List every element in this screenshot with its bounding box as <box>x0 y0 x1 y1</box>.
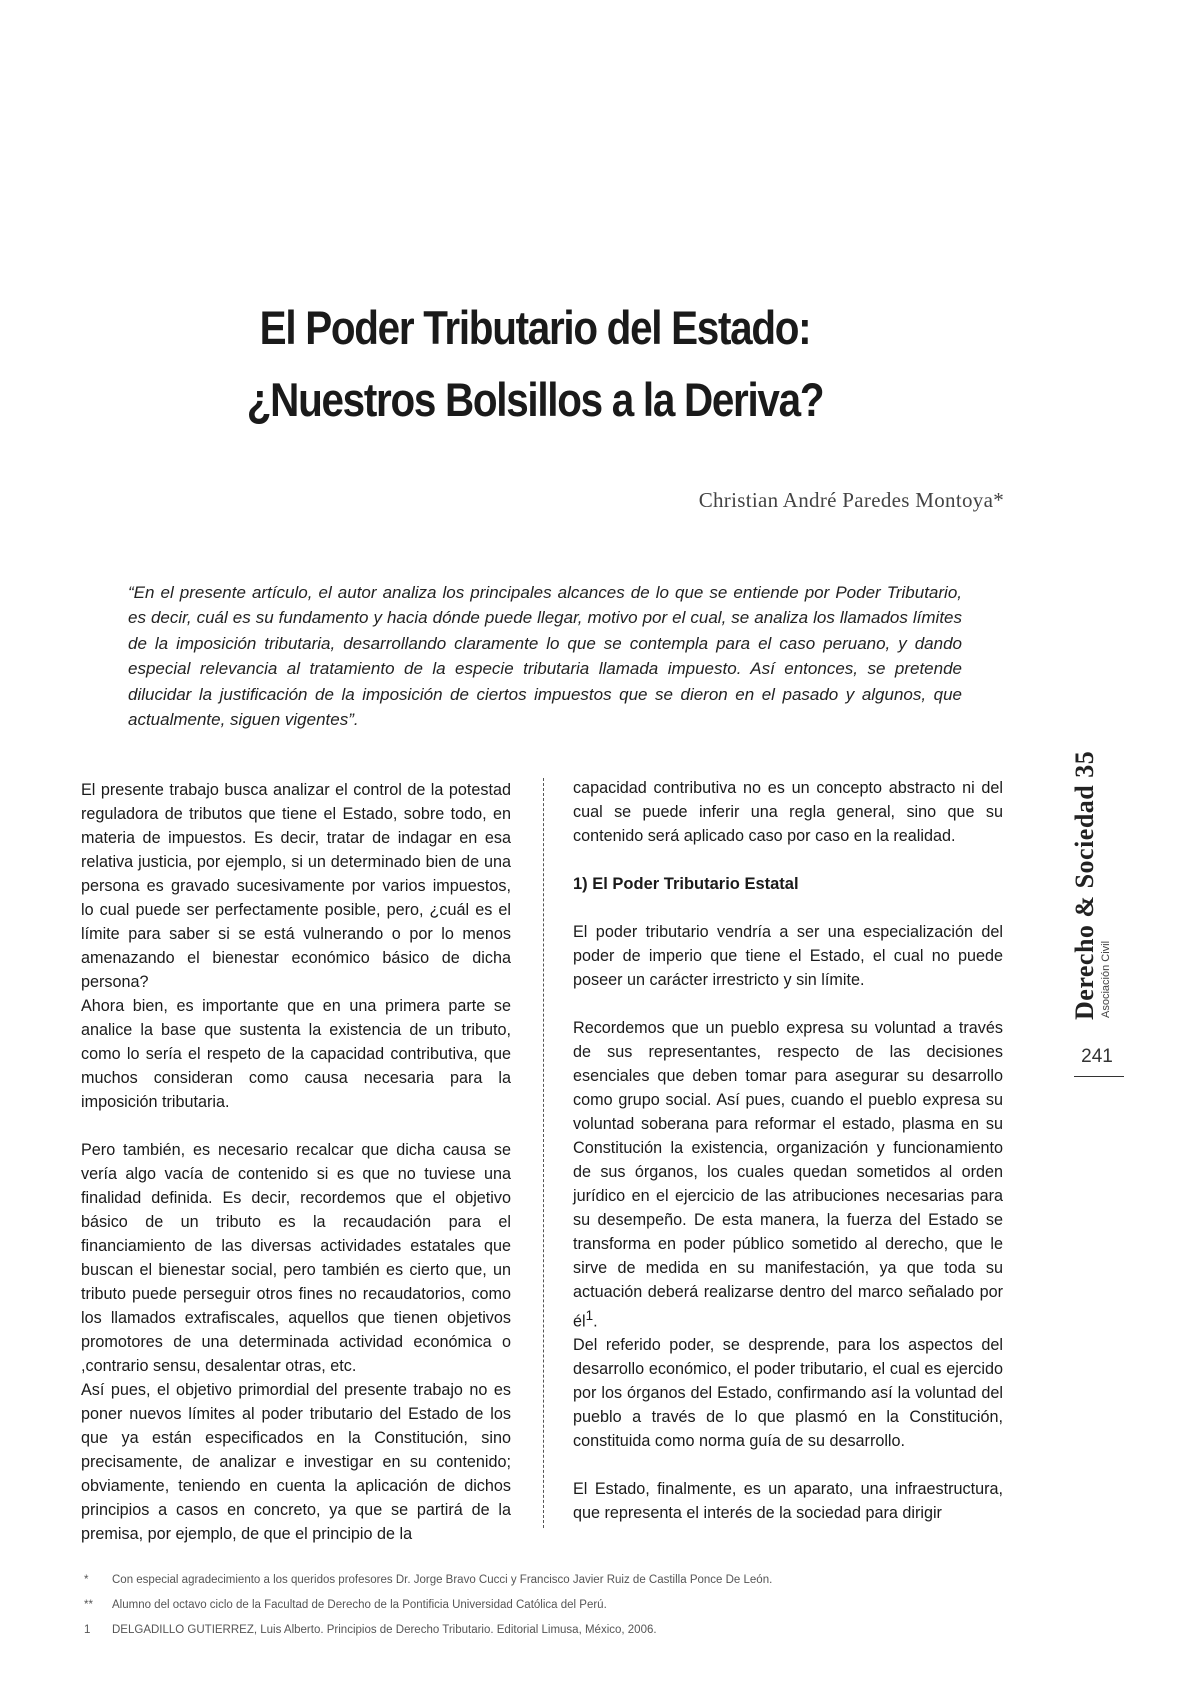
footnote-text: DELGADILLO GUTIERREZ, Luis Alberto. Principios de Derecho Tributario. Editorial Limusa, México, 2006. <box>112 1624 657 1636</box>
footnote <box>84 1568 1044 1593</box>
footnote-mark: * <box>84 1574 89 1586</box>
footnotes <box>84 1568 1044 1643</box>
paragraph-text: Recordemos que un pueblo expresa su voluntad a través de sus representantes, respecto de las decisiones esenciales que deben tomar para asegurar su desarrollo como grupo social. Así pues, cuando el pueblo expresa su voluntad soberana para reformar el estado, plasma en su Constitución la existencia, organización y funcionamiento de sus órganos, los cuales quedan sometidos al orden jurídico en el ejercicio de las atribuciones necesarias para su desempeño. De esta manera, la fuerza del Estado se transforma en poder público sometido al derecho, que le sirve de medida en su manifestación, ya que toda su actuación deberá realizarse dentro del marco señalado por él <box>573 1019 1003 1331</box>
footnote-mark: 1 <box>84 1624 91 1636</box>
journal-association: Asociación Civil <box>1100 940 1112 1018</box>
author-name: Christian André Paredes Montoya* <box>698 488 1004 512</box>
column-divider <box>543 778 544 1528</box>
left-column <box>81 778 511 1546</box>
title-line-2: ¿Nuestros Bolsillos a la Deriva? <box>246 373 824 426</box>
paragraph: capacidad contributiva no es un concepto abstracto ni del cual se puede inferir una regla general, sino que su contenido será aplicado caso por caso en la realidad. <box>573 779 1003 845</box>
paragraph: Pero también, es necesario recalcar que dicha causa se vería algo vacía de contenido si es que no tuviese una finalidad definida. Es decir, recordemos que el objetivo básico de un tributo es la recaudación para el financiamiento de las diversas actividades estatales que buscan el bienestar social, pero también es cierto que, un tributo puede perseguir otros fines no recaudatorios, como los llamados extrafiscales, aquellos que tienen objetivos promotores de una determinada actividad económica o ,contrario sensu, desalentar otras, etc. <box>81 1141 511 1375</box>
footnote <box>84 1618 1044 1643</box>
title-line-1: El Poder Tributario del Estado: <box>259 301 811 354</box>
footnote-text: Con especial agradecimiento a los queridos profesores Dr. Jorge Bravo Cucci y Francisco Javier Ruiz de Castilla Ponce De León. <box>112 1574 773 1586</box>
page-number: 241 <box>1081 1046 1113 1067</box>
abstract: “En el presente artículo, el autor analiza los principales alcances de lo que se entiende por Poder Tributario, es decir, cuál es su fundamento y hacia dónde puede llegar, motivo por el cual, se analiza los llamados límites de la imposición tributaria, desarrollando claramente lo que se contempla para el caso peruano, y dando especial relevancia al tratamiento de la especie tributaria llamada impuesto. Así entonces, se pretende dilucidar la justificación de la imposición de ciertos impuestos que se dieron en el pasado y algunos, que actualmente, siguen vigentes”. <box>128 583 962 730</box>
paragraph: El presente trabajo busca analizar el control de la potestad reguladora de tributos que tiene el Estado, sobre todo, en materia de impuestos. Es decir, tratar de indagar en esa relativa justicia, por ejemplo, si un determinado bien de una persona es gravado sucesivamente por varios impuestos, lo cual puede ser perfectamente posible, pero, ¿cuál es el límite para saber si se está vulnerando o por lo menos amenazando el bienestar económico básico de dicha persona? <box>81 781 511 991</box>
article-title <box>204 292 866 436</box>
footnote <box>84 1593 1044 1618</box>
paragraph: Así pues, el objetivo primordial del presente trabajo no es poner nuevos límites al poder tributario del Estado de los que ya están especificados en la Constitución, sino precisamente, de analizar e investigar en su contenido; obviamente, teniendo en cuenta la aplicación de dichos principios a casos en concreto, ya que se partirá de la premisa, por ejemplo, de que el principio de la <box>81 1381 511 1543</box>
paragraph: El Estado, finalmente, es un aparato, una infraestructura, que representa el interés de la sociedad para dirigir <box>573 1480 1003 1523</box>
footnote-text: Alumno del octavo ciclo de la Facultad de Derecho de la Pontificia Universidad Católica del Perú. <box>112 1599 607 1611</box>
page-number-rule <box>1074 1076 1124 1077</box>
journal-sidebar <box>1070 751 1113 1020</box>
journal-name: Derecho & Sociedad 35 <box>1070 750 1099 1020</box>
footnote-ref[interactable]: 1 <box>585 1308 594 1323</box>
paragraph-end: . <box>593 1312 598 1331</box>
paragraph: Ahora bien, es importante que en una primera parte se analice la base que sustenta la existencia de un tributo, como lo sería el respeto de la capacidad contributiva, que muchos consideran como causa necesaria para la imposición tributaria. <box>81 997 511 1111</box>
paragraph <box>573 1016 1003 1333</box>
paragraph: El poder tributario vendría a ser una especialización del poder de imperio que tiene el Estado, el cual no puede poseer un carácter irrestricto y sin límite. <box>573 923 1003 989</box>
section-heading: 1) El Poder Tributario Estatal <box>573 875 799 893</box>
paragraph: Del referido poder, se desprende, para los aspectos del desarrollo económico, el poder tributario, el cual es ejercido por los órganos del Estado, confirmando así la voluntad del pueblo a través de lo que plasmó en la Constitución, constituida como norma guía de su desarrollo. <box>573 1336 1003 1451</box>
footnote-mark: ** <box>84 1599 93 1611</box>
right-column <box>573 776 1003 1525</box>
